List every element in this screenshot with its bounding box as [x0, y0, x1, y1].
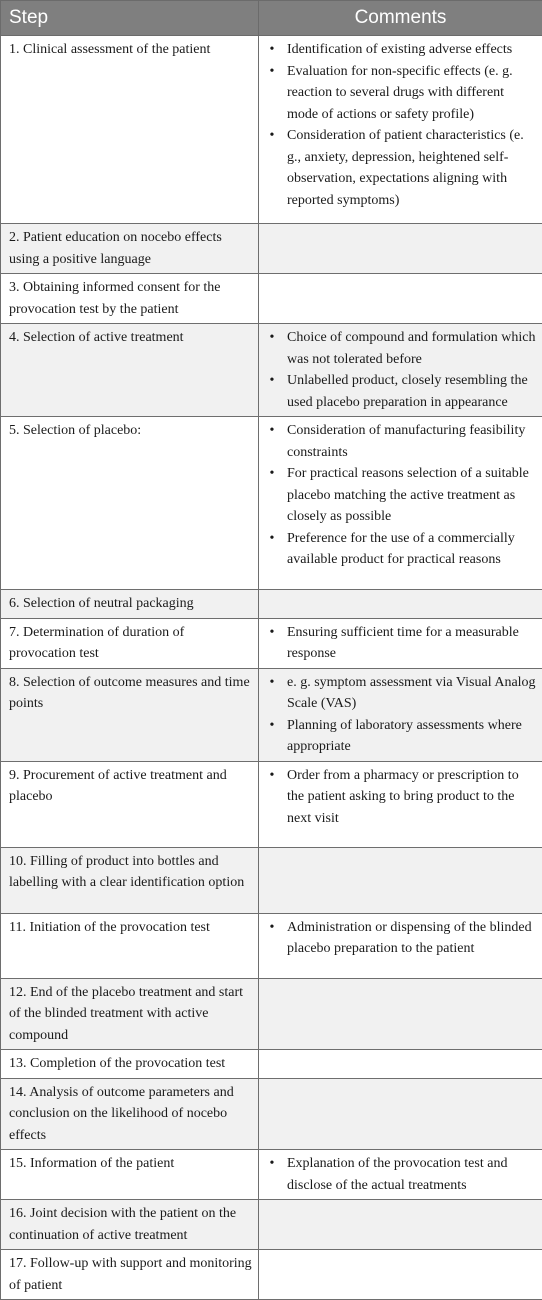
comments-cell [259, 324, 542, 417]
comment-text: Explanation of the provocation test and disclose of the actual treatments [287, 1156, 507, 1193]
comments-cell [259, 1150, 542, 1200]
step-cell: 13. Completion of the provocation test [1, 1050, 259, 1079]
step-cell: 4. Selection of active treatment [1, 324, 259, 417]
step-cell: 6. Selection of neutral packaging [1, 590, 259, 619]
bullet-icon: • [265, 765, 279, 787]
step-cell: 10. Filling of product into bottles and labelling with a clear identification option [1, 847, 259, 913]
table-row [1, 274, 542, 324]
table-row [1, 1200, 542, 1250]
comments-cell [259, 913, 542, 978]
comment-text: For practical reasons selection of a suitable placebo matching the active treatment as closely as possible [287, 466, 529, 524]
header-row [1, 1, 542, 36]
table-row [1, 324, 542, 417]
comments-cell [259, 847, 542, 913]
comment-item [263, 672, 536, 715]
bullet-icon: • [265, 917, 279, 939]
comments-cell [259, 224, 542, 274]
comment-text: Consideration of patient characteristics (e. g., anxiety, depression, heightened self-observation, expectations aligning with reported symptoms) [287, 128, 524, 208]
comment-item [263, 715, 536, 758]
step-cell: 15. Information of the patient [1, 1150, 259, 1200]
step-cell: 7. Determination of duration of provocation test [1, 618, 259, 668]
comment-item [263, 420, 536, 463]
comment-item [263, 370, 536, 413]
table-row [1, 1050, 542, 1079]
comments-cell [259, 1250, 542, 1300]
step-cell: 8. Selection of outcome measures and time points [1, 668, 259, 761]
comment-text: Order from a pharmacy or prescription to the patient asking to bring product to the next visit [287, 768, 519, 826]
step-cell: 2. Patient education on nocebo effects using a positive language [1, 224, 259, 274]
table-row [1, 978, 542, 1050]
bullet-icon: • [265, 622, 279, 644]
table-row [1, 224, 542, 274]
comment-item [263, 622, 536, 665]
bullet-icon: • [265, 39, 279, 61]
comments-cell [259, 668, 542, 761]
table-row [1, 913, 542, 978]
bullet-icon: • [265, 327, 279, 349]
bullet-icon: • [265, 370, 279, 392]
table-row [1, 618, 542, 668]
comments-cell [259, 1200, 542, 1250]
step-cell: 5. Selection of placebo: [1, 417, 259, 590]
comments-cell [259, 1050, 542, 1079]
table-row [1, 1150, 542, 1200]
comment-item [263, 917, 536, 960]
step-cell: 9. Procurement of active treatment and placebo [1, 761, 259, 847]
header-comments: Comments [259, 1, 542, 36]
bullet-icon: • [265, 1153, 279, 1175]
comment-text: Choice of compound and formulation which was not tolerated before [287, 330, 535, 367]
comment-item [263, 61, 536, 126]
comment-text: Planning of laboratory assessments where appropriate [287, 718, 522, 755]
header-step: Step [1, 1, 259, 36]
comment-list [263, 622, 536, 665]
comment-list [263, 39, 536, 211]
table-row [1, 761, 542, 847]
table-row [1, 590, 542, 619]
comment-item [263, 528, 536, 571]
bullet-icon: • [265, 420, 279, 442]
table-row [1, 1078, 542, 1150]
bullet-icon: • [265, 715, 279, 737]
table-row [1, 417, 542, 590]
comment-text: Identification of existing adverse effects [287, 42, 512, 57]
comment-item [263, 125, 536, 211]
table-row [1, 1250, 542, 1300]
comment-list [263, 420, 536, 571]
comment-text: e. g. symptom assessment via Visual Analog Scale (VAS) [287, 675, 536, 712]
bullet-icon: • [265, 125, 279, 147]
comments-cell [259, 274, 542, 324]
step-cell: 17. Follow-up with support and monitoring of patient [1, 1250, 259, 1300]
comment-list [263, 327, 536, 413]
comments-cell [259, 618, 542, 668]
comments-cell [259, 590, 542, 619]
comments-cell [259, 417, 542, 590]
table-row [1, 847, 542, 913]
bullet-icon: • [265, 672, 279, 694]
bullet-icon: • [265, 463, 279, 485]
comment-text: Preference for the use of a commercially available product for practical reasons [287, 531, 515, 568]
comment-text: Evaluation for non-specific effects (e. g. reaction to several drugs with different mode of actions or safety profile) [287, 64, 513, 122]
comment-list [263, 1153, 536, 1196]
step-cell: 1. Clinical assessment of the patient [1, 36, 259, 224]
comment-list [263, 672, 536, 758]
comments-cell [259, 761, 542, 847]
step-cell: 16. Joint decision with the patient on the continuation of active treatment [1, 1200, 259, 1250]
comments-cell [259, 978, 542, 1050]
comment-text: Administration or dispensing of the blinded placebo preparation to the patient [287, 920, 532, 957]
comment-item [263, 39, 536, 61]
comment-text: Ensuring sufficient time for a measurable response [287, 625, 519, 662]
step-cell: 14. Analysis of outcome parameters and conclusion on the likelihood of nocebo effects [1, 1078, 259, 1150]
bullet-icon: • [265, 528, 279, 550]
table-body [1, 36, 542, 1300]
comment-item [263, 463, 536, 528]
step-cell: 11. Initiation of the provocation test [1, 913, 259, 978]
comment-text: Unlabelled product, closely resembling the used placebo preparation in appearance [287, 373, 528, 410]
comment-item [263, 765, 536, 830]
comment-list [263, 917, 536, 960]
step-cell: 3. Obtaining informed consent for the provocation test by the patient [1, 274, 259, 324]
comments-cell [259, 1078, 542, 1150]
bullet-icon: • [265, 61, 279, 83]
table-header [1, 1, 542, 36]
comment-item [263, 327, 536, 370]
comment-list [263, 765, 536, 830]
comment-item [263, 1153, 536, 1196]
step-cell: 12. End of the placebo treatment and start of the blinded treatment with active compound [1, 978, 259, 1050]
table-row [1, 668, 542, 761]
comments-cell [259, 36, 542, 224]
table-row [1, 36, 542, 224]
comment-text: Consideration of manufacturing feasibility constraints [287, 423, 525, 460]
